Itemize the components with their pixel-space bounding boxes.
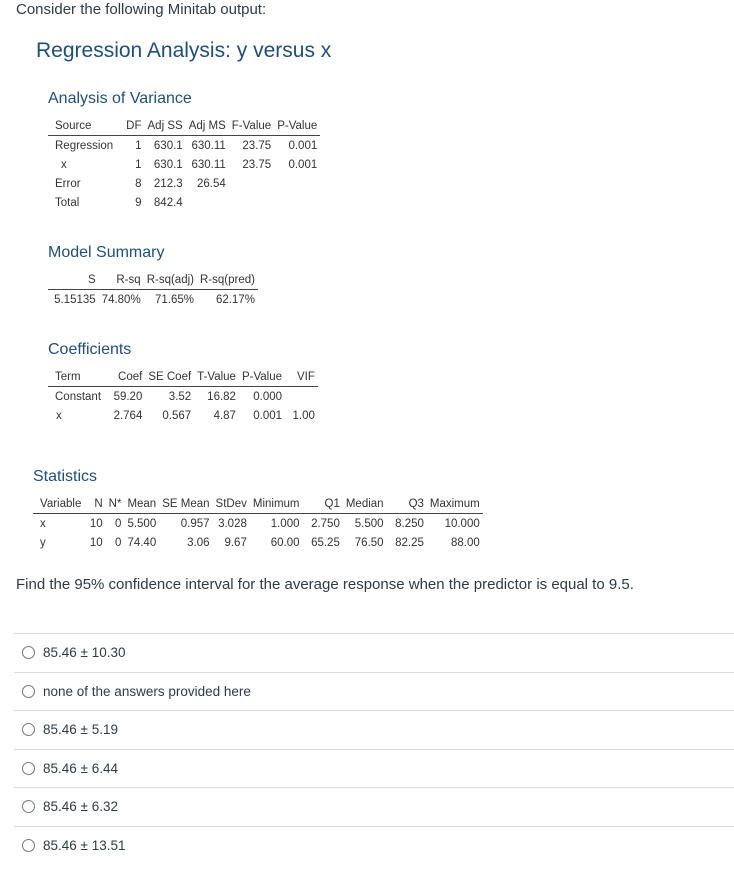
table-row: x 10 0 5.500 0.957 3.028 1.000 2.750 5.500 8.250 10.000	[40, 517, 480, 530]
table-row: y 10 0 74.40 3.06 9.67 60.00 65.25 76.50 82.25 88.00	[40, 536, 480, 549]
answer-label: 85.46 ± 6.32	[43, 799, 118, 815]
stat-col-mean: Mean	[124, 495, 159, 514]
table-row: Total 9 842.4	[55, 196, 183, 209]
coefficients-table	[48, 368, 318, 425]
anova-heading: Analysis of Variance	[48, 90, 192, 107]
table-row: Error 8 212.3 26.54	[55, 177, 226, 190]
anova-col-adjss: Adj SS	[145, 117, 186, 136]
stat-col-minimum: Minimum	[250, 495, 303, 514]
table-row: x 1 630.1 630.11 23.75 0.001	[61, 158, 318, 171]
anova-col-source: Source	[48, 117, 116, 136]
intro-text: Consider the following Minitab output:	[16, 1, 267, 18]
table-row: 5.15135 74.80% 71.65% 62.17%	[54, 293, 255, 306]
stat-col-maximum: Maximum	[427, 495, 483, 514]
coef-col-secoef: SE Coef	[145, 368, 194, 387]
statistics-heading: Statistics	[33, 468, 98, 485]
coef-col-pvalue: P-Value	[239, 368, 285, 387]
anova-table	[48, 117, 320, 212]
ms-col-rsq: R-sq	[99, 271, 144, 290]
anova-col-fvalue: F-Value	[229, 117, 274, 136]
answer-option-1[interactable]	[14, 633, 734, 672]
table-row: Regression 1 630.1 630.11 23.75 0.001	[55, 139, 318, 152]
answer-label: 85.46 ± 5.19	[43, 722, 118, 738]
radio-icon[interactable]	[22, 723, 35, 736]
coef-col-coef: Coef	[111, 368, 146, 387]
coef-col-vif: VIF	[285, 368, 318, 387]
anova-col-df: DF	[116, 117, 144, 136]
model-summary-table	[48, 271, 258, 309]
answer-option-6[interactable]	[14, 826, 734, 865]
coef-col-tvalue: T-Value	[194, 368, 239, 387]
answer-label: none of the answers provided here	[43, 683, 251, 699]
answer-option-5[interactable]	[14, 787, 734, 826]
coef-col-term: Term	[48, 368, 111, 387]
answer-option-3[interactable]	[14, 710, 734, 749]
table-row: Constant 59.20 3.52 16.82 0.000	[55, 390, 283, 403]
coefficients-heading: Coefficients	[48, 341, 132, 358]
answer-list	[14, 633, 734, 864]
anova-col-adjms: Adj MS	[186, 117, 229, 136]
answer-label: 85.46 ± 6.44	[43, 760, 118, 776]
model-summary-heading: Model Summary	[48, 244, 165, 261]
ms-col-rsqadj: R-sq(adj)	[144, 271, 197, 290]
radio-icon[interactable]	[22, 685, 35, 698]
radio-icon[interactable]	[22, 762, 35, 775]
radio-icon[interactable]	[22, 646, 35, 659]
question-text: Find the 95% confidence interval for the average response when the predictor is equal to 9.5.	[16, 576, 634, 593]
answer-label: 85.46 ± 10.30	[43, 645, 126, 661]
stat-col-stdev: StDev	[213, 495, 250, 514]
statistics-table	[33, 495, 483, 552]
ms-col-rsqpred: R-sq(pred)	[197, 271, 258, 290]
ms-col-s: S	[48, 271, 99, 290]
stat-col-n: N	[84, 495, 105, 514]
stat-col-median: Median	[343, 495, 387, 514]
stat-col-variable: Variable	[33, 495, 84, 514]
stat-col-nstar: N*	[106, 495, 125, 514]
anova-col-pvalue: P-Value	[274, 117, 320, 136]
stat-col-q1: Q1	[303, 495, 343, 514]
radio-icon[interactable]	[22, 839, 35, 852]
stat-col-q3: Q3	[387, 495, 427, 514]
radio-icon[interactable]	[22, 800, 35, 813]
answer-label: 85.46 ± 13.51	[43, 837, 126, 853]
answer-option-4[interactable]	[14, 749, 734, 788]
table-row: x 2.764 0.567 4.87 0.001 1.00	[56, 409, 315, 422]
answer-option-2[interactable]	[14, 672, 734, 711]
regression-title: Regression Analysis: y versus x	[36, 39, 332, 62]
stat-col-semean: SE Mean	[159, 495, 212, 514]
